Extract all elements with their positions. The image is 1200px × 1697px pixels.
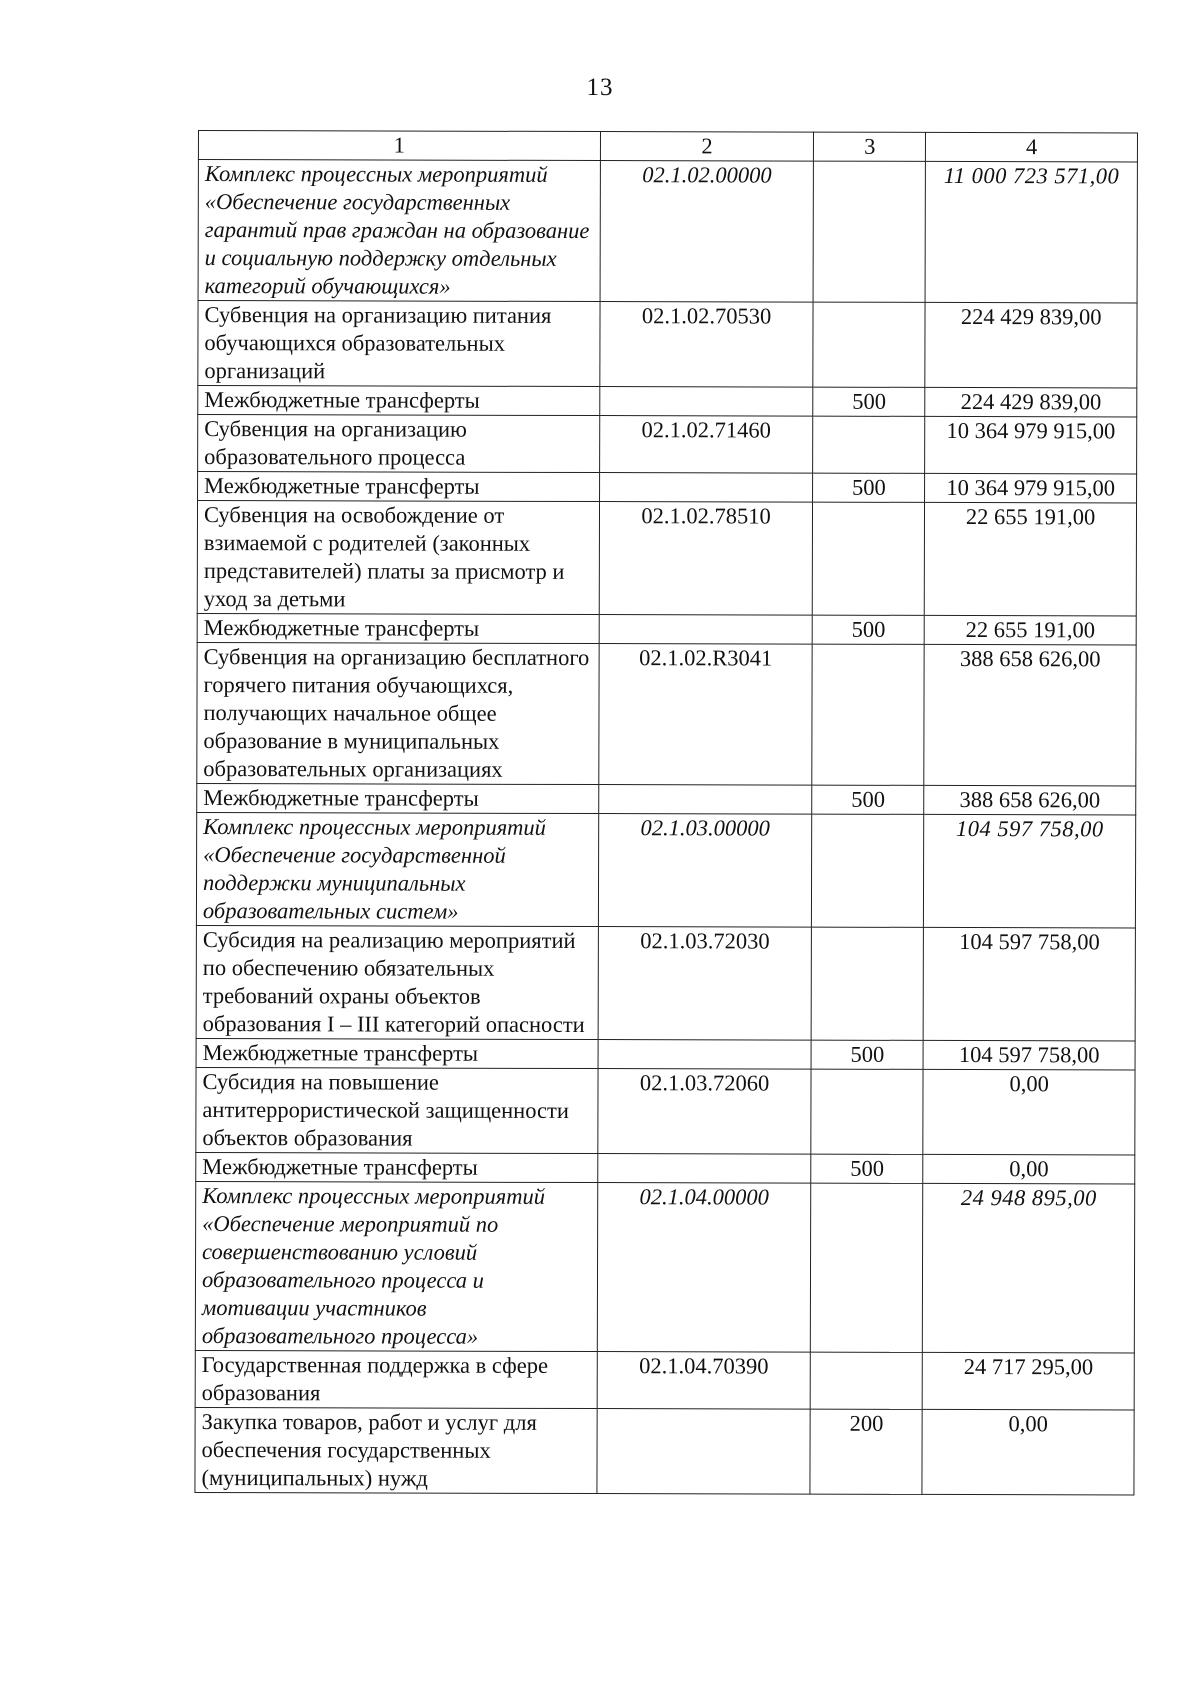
row-code-cell: 02.1.02.00000 [600,161,814,303]
row-name-cell: Межбюджетные трансферты [197,783,599,813]
row-code-cell [599,473,813,503]
row-expense-type-cell: 500 [813,387,925,416]
table-row [198,301,1137,388]
table-row [197,642,1136,785]
table-body [195,131,1138,1495]
row-expense-type-cell [812,644,924,785]
row-amount-cell: 104 597 758,00 [923,1040,1135,1070]
page-number: 13 [586,74,614,101]
row-code-cell [598,785,812,815]
table-row [198,472,1137,503]
row-expense-type-cell [813,502,925,615]
row-code-cell: 02.1.02.78510 [599,502,813,616]
row-code-cell [597,1154,811,1184]
row-name-cell: Комплекс процессных мероприятий «Обеспечение государственных гарантий прав граждан на образование и социальную поддержку отдельных категорий обучающихся» [198,160,600,302]
row-name-cell: Межбюджетные трансферты [197,613,599,643]
column-header-3: 3 [814,132,926,161]
table-row [198,415,1137,474]
row-expense-type-cell [813,416,925,473]
row-name-cell: Субвенция на освобождение от взимаемой с родителей (законных представителей) платы за присмотр и уход за детьми [197,501,599,615]
row-amount-cell: 24 948 895,00 [923,1183,1135,1353]
table-header-row [198,131,1137,162]
row-expense-type-cell [812,814,924,927]
row-expense-type-cell [811,1069,923,1154]
row-name-cell: Комплекс процессных мероприятий «Обеспечение государственной поддержки муниципальных образовательных систем» [196,812,598,926]
row-amount-cell: 388 658 626,00 [924,644,1136,786]
table-row [196,812,1135,927]
row-amount-cell: 224 429 839,00 [925,302,1137,388]
row-name-cell: Межбюджетные трансферты [196,1038,598,1068]
row-code-cell: 02.1.02.71460 [599,416,813,474]
row-amount-cell: 10 364 979 915,00 [925,473,1137,503]
table-row [198,386,1137,417]
row-amount-cell: 104 597 758,00 [924,814,1136,928]
table-row [196,1152,1135,1183]
row-amount-cell: 104 597 758,00 [923,927,1135,1041]
table-row [197,613,1136,644]
column-header-4: 4 [926,132,1138,162]
row-code-cell: 02.1.03.72060 [597,1069,811,1155]
table-row [195,1407,1134,1494]
row-amount-cell: 22 655 191,00 [924,615,1136,645]
row-name-cell: Государственная поддержка в сфере образования [195,1350,597,1408]
row-expense-type-cell: 500 [811,1154,923,1183]
column-header-1: 1 [198,131,600,161]
row-code-cell [599,615,813,645]
row-amount-cell: 22 655 191,00 [925,502,1137,616]
row-code-cell: 02.1.04.00000 [597,1183,811,1353]
table-row [195,1181,1134,1352]
row-expense-type-cell [811,1183,923,1352]
row-code-cell: 02.1.02.R3041 [598,644,812,786]
row-code-cell: 02.1.03.00000 [598,814,812,928]
row-code-cell: 02.1.04.70390 [597,1352,811,1410]
table-row [195,1350,1134,1409]
row-expense-type-cell [814,161,926,302]
row-expense-type-cell: 500 [811,1040,923,1069]
row-expense-type-cell [811,1352,923,1409]
row-amount-cell: 10 364 979 915,00 [925,416,1137,474]
row-name-cell: Субвенция на организацию бесплатного горячего питания обучающихся, получающих начальное общее образование в муниципальных образовательных организациях [197,642,599,784]
row-code-cell [597,1409,811,1495]
row-amount-cell: 0,00 [923,1154,1135,1184]
table-row [196,1067,1135,1154]
row-expense-type-cell: 500 [813,473,925,502]
row-amount-cell: 224 429 839,00 [925,387,1137,417]
row-name-cell: Межбюджетные трансферты [196,1152,598,1182]
row-code-cell: 02.1.02.70530 [599,302,813,388]
column-header-2: 2 [600,132,814,162]
row-expense-type-cell [813,302,925,387]
row-name-cell: Субсидия на реализацию мероприятий по обеспечению обязательных требований охраны объектов образования I – III категорий опасности [196,925,598,1039]
row-name-cell: Субвенция на организацию питания обучающихся образовательных организаций [198,301,600,387]
row-name-cell: Закупка товаров, работ и услуг для обеспечения государственных (муниципальных) нужд [195,1407,597,1493]
budget-table [194,130,1138,1495]
row-amount-cell: 11 000 723 571,00 [925,161,1137,303]
row-expense-type-cell: 500 [812,785,924,814]
row-name-cell: Межбюджетные трансферты [198,386,600,416]
row-name-cell: Комплекс процессных мероприятий «Обеспечение мероприятий по совершенствованию условий образовательного процесса и мотивации участников образовательного процесса» [195,1181,597,1351]
table-row [196,925,1135,1040]
row-expense-type-cell: 500 [813,615,925,644]
row-name-cell: Межбюджетные трансферты [198,472,600,502]
row-name-cell: Субвенция на организацию образовательного процесса [198,415,600,473]
row-code-cell [599,387,813,417]
row-name-cell: Субсидия на повышение антитеррористической защищенности объектов образования [196,1067,598,1153]
table-row [196,1038,1135,1069]
row-code-cell [598,1040,812,1070]
row-code-cell: 02.1.03.72030 [598,927,812,1041]
row-amount-cell: 388 658 626,00 [924,785,1136,815]
table-row [197,783,1136,814]
row-amount-cell: 0,00 [923,1069,1135,1155]
row-expense-type-cell [812,927,924,1040]
table-row [198,160,1137,303]
row-expense-type-cell: 200 [810,1409,922,1494]
table-row [197,501,1136,616]
row-amount-cell: 24 717 295,00 [922,1352,1134,1410]
row-amount-cell: 0,00 [922,1409,1134,1495]
